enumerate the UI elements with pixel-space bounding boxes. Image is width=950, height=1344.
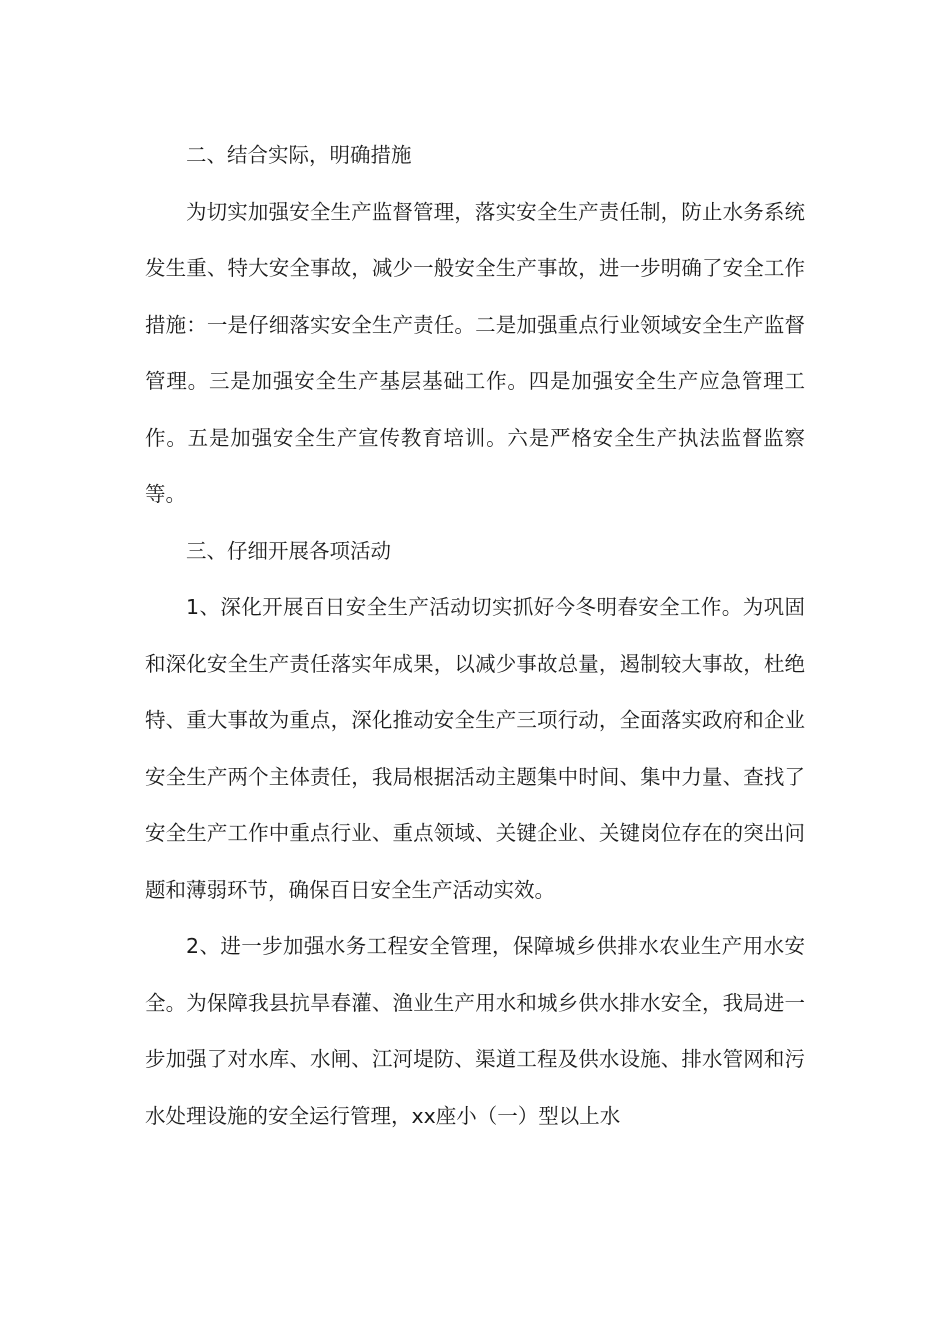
section-heading-3: 三、仔细开展各项活动 [186,538,391,563]
paragraph-measures: 为切实加强安全生产监督管理，落实安全生产责任制，防止水务系统发生重、特大安全事故，减少一般安全生产事故，进一步明确了安全工作措施：一是仔细落实安全生产责任。二是加强重点行业领域安全生产监督管理。三是加强安全生产基层基础工作。四是加强安全生产应急管理工作。五是加强安全生产宣传教育培训。六是严格安全生产执法监督监察等。 [145,199,805,506]
section-heading-2: 二、结合实际，明确措施 [186,143,412,167]
paragraph-activity-1: 1、深化开展百日安全生产活动切实抓好今冬明春安全工作。为巩固和深化安全生产责任落实年成果，以减少事故总量，遏制较大事故，杜绝特、重大事故为重点，深化推动安全生产三项行动，全面落实政府和企业安全生产两个主体责任，我局根据活动主题集中时间、集中力量、查找了安全生产工作中重点行业、重点领域、关键企业、关键岗位存在的突出问题和薄弱环节，确保百日安全生产活动实效。 [145,595,805,902]
document-body [145,127,805,1144]
paragraph-activity-2: 2、进一步加强水务工程安全管理，保障城乡供排水农业生产用水安全。为保障我县抗旱春灌、渔业生产用水和城乡供水排水安全，我局进一步加强了对水库、水闸、江河堤防、渠道工程及供水设施、排水管网和污水处理设施的安全运行管理，xx座小（一）型以上水 [145,934,805,1128]
